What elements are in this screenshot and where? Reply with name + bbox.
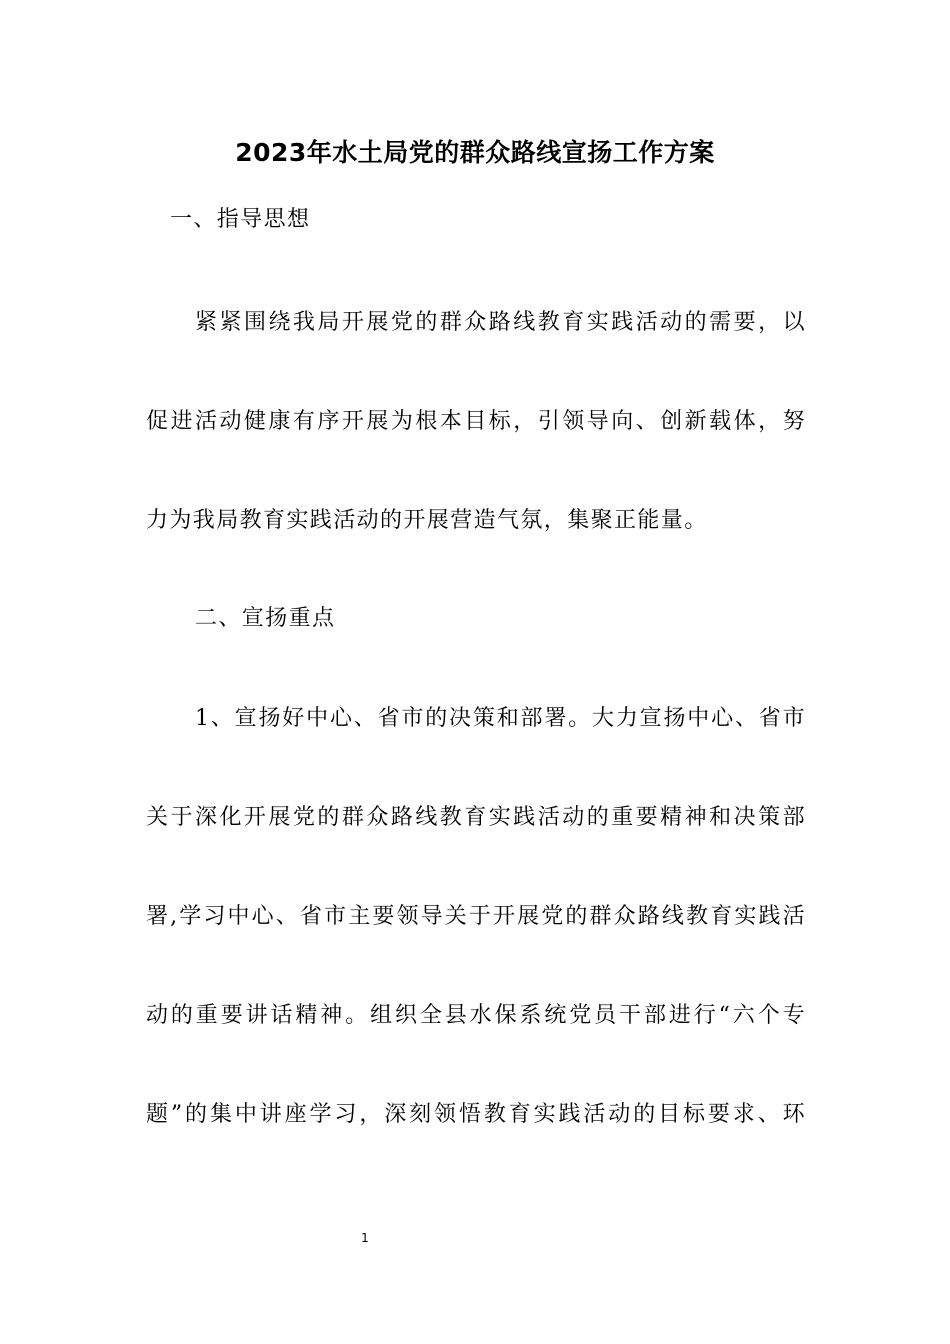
paragraph-line: 促进活动健康有序开展为根本目标，引领导向、创新载体，努	[146, 409, 806, 434]
paragraph-line: 动的重要讲话精神。组织全县水保系统党员干部进行“六个专	[146, 1003, 806, 1028]
paragraph-line: 关于深化开展党的群众路线教育实践活动的重要精神和决策部	[146, 805, 806, 830]
paragraph-line: 1、宣扬好中心、省市的决策和部署。大力宣扬中心、省市	[195, 706, 806, 731]
paragraph-line: 署,学习中心、省市主要领导关于开展党的群众路线教育实践活	[146, 904, 806, 929]
page-number: 1	[361, 1231, 369, 1245]
paragraph-line: 力为我局教育实践活动的开展营造气氛，集聚正能量。	[146, 508, 708, 533]
document-title: 2023年水土局党的群众路线宣扬工作方案	[235, 138, 715, 167]
section-heading-guiding-ideology: 一、指导思想	[170, 207, 311, 232]
paragraph-line: 题”的集中讲座学习，深刻领悟教育实践活动的目标要求、环	[146, 1102, 806, 1127]
section-heading-publicity-focus: 二、宣扬重点	[195, 606, 336, 631]
paragraph-line: 紧紧围绕我局开展党的群众路线教育实践活动的需要，以	[195, 310, 806, 335]
